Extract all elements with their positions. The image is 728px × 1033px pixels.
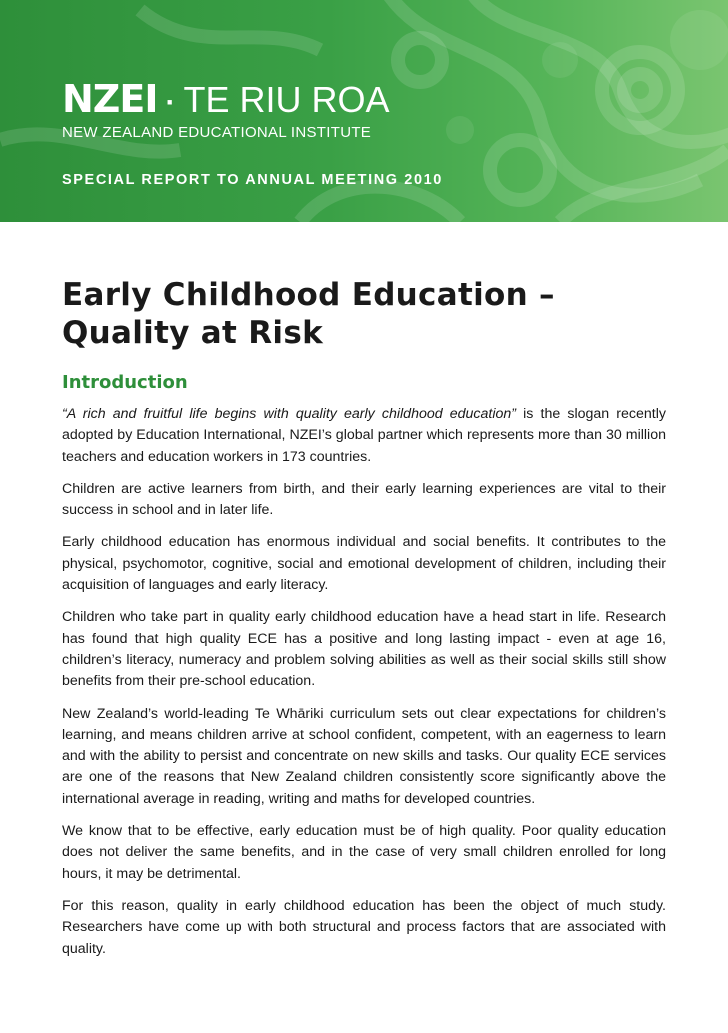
paragraph-1 xyxy=(62,404,666,468)
paragraph-3: Early childhood education has enormous individual and social benefits. It contributes to the physical, psychomotor, cognitive, social and emotional development of children, including their acquisition of languages and early literacy. xyxy=(62,534,666,594)
header-banner xyxy=(0,0,728,222)
paragraph-5: New Zealand’s world-leading Te Whāriki curriculum sets out clear expectations for children’s learning, and means children arrive at school confident, competent, with an eagerness to learn and with the ability to persist and concentrate on new skills and tasks. Our quality ECE services are one of the reasons that New Zealand children consistently score significantly above the international average in reading, writing and maths for developed countries. xyxy=(62,705,666,807)
paragraph-6: We know that to be effective, early education must be of high quality. Poor quality education does not deliver the same benefits, and in the case of very small children enrolled for long hours, it may be detrimental. xyxy=(62,823,666,882)
section-heading-introduction: Introduction xyxy=(62,372,188,393)
logo-maori-name: TE RIU ROA xyxy=(183,79,390,120)
paragraph-2: Children are active learners from birth, and their early learning experiences are vital to their success in school and in later life. xyxy=(62,480,666,519)
slogan-quote: “A rich and fruitful life begins with quality early childhood education” xyxy=(62,406,517,422)
logo-separator: · xyxy=(165,86,176,119)
title-line-2: Quality at Risk xyxy=(62,315,324,351)
logo-nzei-text: NZEI xyxy=(62,77,158,121)
report-subtitle: SPECIAL REPORT TO ANNUAL MEETING 2010 xyxy=(62,172,443,188)
nzei-logo xyxy=(62,77,390,141)
title-line-1: Early Childhood Education – xyxy=(62,277,555,313)
paragraph-7: For this reason, quality in early childhood education has been the object of much study. Researchers have come up with both structural and process factors that are associated with quality. xyxy=(62,897,666,957)
paragraph-4: Children who take part in quality early childhood education have a head start in life. Research has found that high quality ECE has a positive and long lasting impact - even at age 16, children’s literacy, numeracy and problem solving abilities as well as their social skills still show benefits from their pre-school education. xyxy=(62,609,666,690)
paragraph-1-text: is the slogan recently adopted by Education International, NZEI’s global partner which represents more than 30 million teachers and education workers in 173 countries. xyxy=(62,406,666,465)
document-title xyxy=(62,276,682,352)
logo-subtitle: NEW ZEALAND EDUCATIONAL INSTITUTE xyxy=(62,124,372,141)
body-text xyxy=(62,404,666,971)
